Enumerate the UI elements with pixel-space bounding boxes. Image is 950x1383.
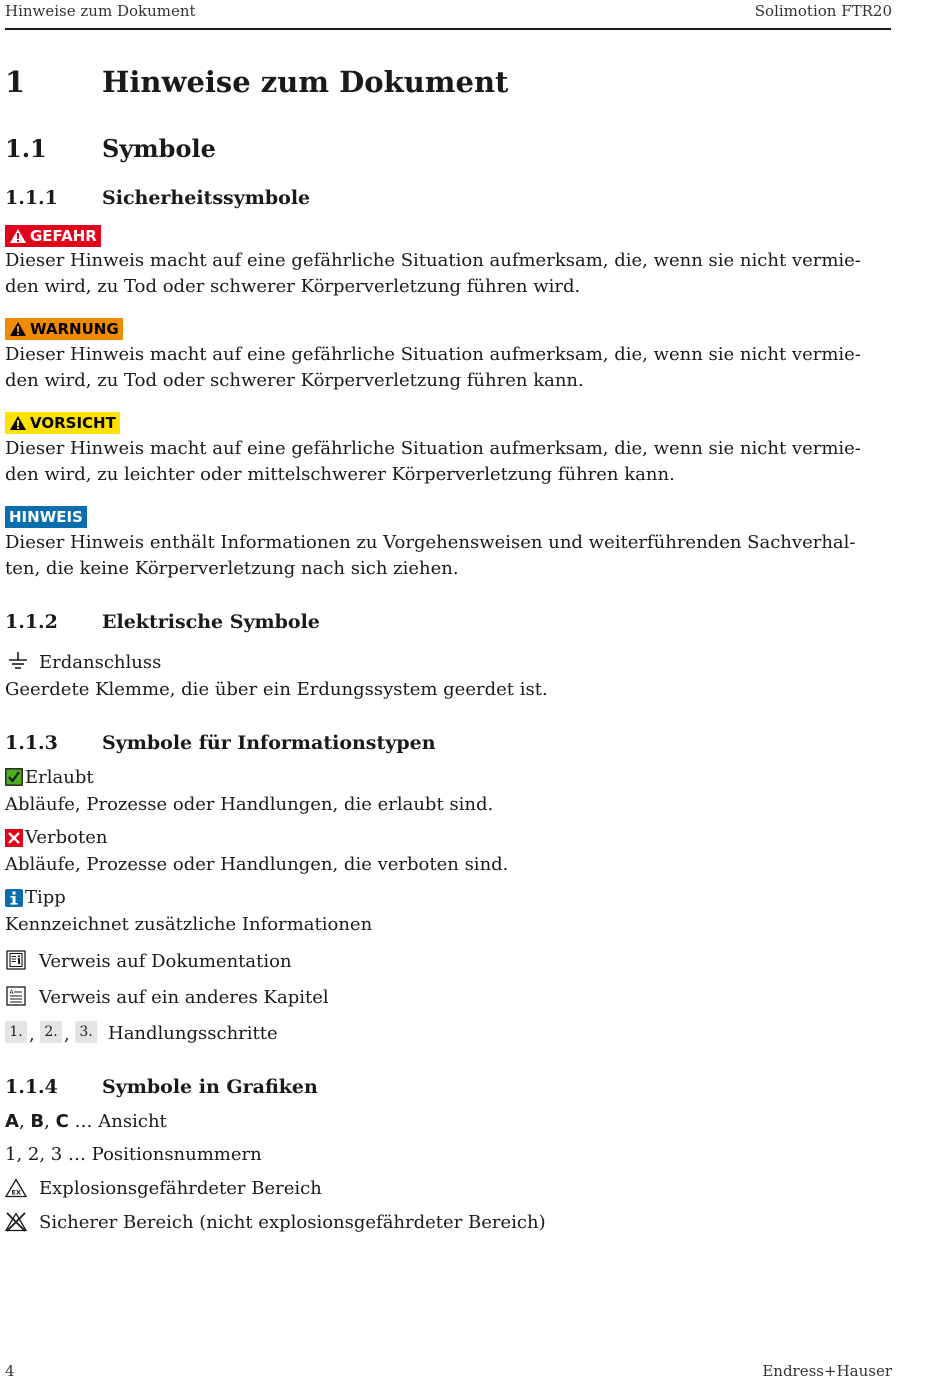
handlungsschritte-label: Handlungsschritte: [108, 1023, 278, 1044]
gefahr-badge: [5, 225, 101, 247]
warnung-badge: [5, 318, 123, 340]
tipp-desc: Kennzeichnet zusätzliche Informationen: [5, 914, 373, 935]
warning-triangle-icon: [9, 321, 27, 337]
ground-icon: [7, 651, 29, 671]
forbidden-x-icon: [5, 829, 23, 847]
section-number: 1.1: [5, 134, 47, 163]
subsection-number: 1.1.4: [5, 1076, 58, 1098]
tipp-title: Tipp: [25, 887, 66, 908]
step-marker-1: 1.: [5, 1021, 27, 1043]
header-rule: [5, 28, 891, 30]
positionsnummern: 1, 2, 3 … Positionsnummern: [5, 1144, 262, 1165]
chapter-reference-icon: [6, 986, 26, 1006]
section-title: Symbole: [102, 134, 216, 163]
erlaubt-desc: Abläufe, Prozesse oder Handlungen, die erlaubt sind.: [5, 794, 494, 815]
running-header-right: Solimotion FTR20: [754, 2, 892, 20]
hinweis-text-line1: Dieser Hinweis enthält Informationen zu Vorgehensweisen und weiterführenden Sachverhal-: [5, 532, 856, 553]
safe-area-icon: [5, 1212, 27, 1232]
verboten-title: Verboten: [25, 827, 108, 848]
sicherer-bereich: Sicherer Bereich (nicht explosionsgefährdeter Bereich): [39, 1212, 546, 1233]
subsection-number: 1.1.3: [5, 732, 58, 754]
svg-text:A: A: [9, 989, 14, 996]
step-marker-3: 3.: [75, 1021, 97, 1043]
warning-triangle-icon: [9, 415, 27, 431]
subsection-title: Symbole für Informationstypen: [102, 732, 436, 754]
svg-text:EX: EX: [11, 1188, 21, 1197]
vorsicht-label: VORSICHT: [30, 414, 116, 432]
footer-brand: Endress+Hauser: [762, 1362, 892, 1380]
warnung-label: WARNUNG: [30, 320, 119, 338]
step-separator: ,: [29, 1024, 35, 1045]
page-number: 4: [5, 1362, 15, 1380]
step-marker-2: 2.: [40, 1021, 62, 1043]
verboten-desc: Abläufe, Prozesse oder Handlungen, die verboten sind.: [5, 854, 509, 875]
warning-triangle-icon: [9, 228, 27, 244]
view-separator: ,: [44, 1111, 50, 1132]
warnung-text-line1: Dieser Hinweis macht auf eine gefährliche Situation aufmerksam, die, wenn sie nicht vermie-: [5, 344, 861, 365]
subsection-number: 1.1.1: [5, 187, 58, 209]
vorsicht-text-line2: den wird, zu leichter oder mittelschwerer Körperverletzung führen kann.: [5, 464, 675, 485]
document-reference-icon: [6, 950, 26, 970]
subsection-title: Sicherheitssymbole: [102, 187, 311, 209]
info-icon: [5, 889, 23, 907]
hinweis-badge: [5, 506, 87, 528]
erdanschluss-title: Erdanschluss: [39, 652, 162, 673]
gefahr-text-line1: Dieser Hinweis macht auf eine gefährliche Situation aufmerksam, die, wenn sie nicht vermie-: [5, 250, 861, 271]
view-separator: ,: [18, 1111, 25, 1132]
erdanschluss-desc: Geerdete Klemme, die über ein Erdungssystem geerdet ist.: [5, 679, 548, 700]
view-letter-b: B: [30, 1111, 45, 1132]
subsection-title: Symbole in Grafiken: [102, 1076, 318, 1098]
erlaubt-title: Erlaubt: [25, 767, 94, 788]
chapter-title: Hinweise zum Dokument: [102, 65, 509, 99]
view-letter-c: C: [55, 1111, 69, 1132]
hinweis-text-line2: ten, die keine Körperverletzung nach sich ziehen.: [5, 558, 459, 579]
step-separator: ,: [64, 1024, 70, 1045]
verweis-dokumentation: Verweis auf Dokumentation: [39, 951, 292, 972]
ansicht-text: … Ansicht: [68, 1111, 167, 1132]
warnung-text-line2: den wird, zu Tod oder schwerer Körperverletzung führen kann.: [5, 370, 584, 391]
explosionsgefaehrdeter-bereich: Explosionsgefährdeter Bereich: [39, 1178, 322, 1199]
gefahr-label: GEFAHR: [30, 227, 97, 245]
subsection-number: 1.1.2: [5, 611, 58, 633]
vorsicht-badge: [5, 412, 120, 434]
chapter-number: 1: [5, 65, 26, 99]
verweis-kapitel: Verweis auf ein anderes Kapitel: [39, 987, 329, 1008]
gefahr-text-line2: den wird, zu Tod oder schwerer Körperverletzung führen wird.: [5, 276, 581, 297]
check-icon: [5, 768, 23, 786]
view-letter-a: A: [5, 1111, 19, 1132]
vorsicht-text-line1: Dieser Hinweis macht auf eine gefährliche Situation aufmerksam, die, wenn sie nicht vermie-: [5, 438, 861, 459]
ansicht-line: [5, 1109, 167, 1135]
running-header-left: Hinweise zum Dokument: [5, 2, 196, 20]
explosion-hazard-icon: [5, 1178, 27, 1198]
subsection-title: Elektrische Symbole: [102, 611, 320, 633]
hinweis-label: HINWEIS: [9, 508, 83, 526]
